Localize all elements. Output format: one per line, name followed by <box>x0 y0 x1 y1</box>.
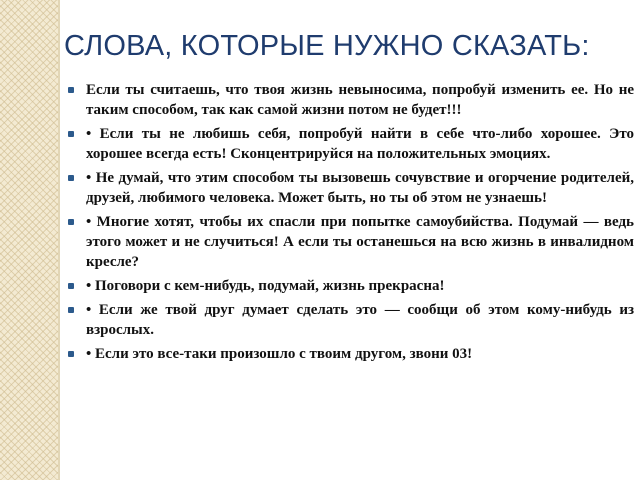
bullet-text: • Если это все-таки произошло с твоим другом, звони 03! <box>86 346 473 362</box>
bullet-text: • Если же твой друг думает сделать это — сообщи об этом кому-нибудь из взрослых. <box>86 302 634 338</box>
bullet-list <box>68 80 634 368</box>
decorative-side-stripe <box>0 0 58 480</box>
bullet-text: • Если ты не любишь себя, попробуй найти в себе что-либо хорошее. Это хорошее всегда есть! Сконцентрируйся на положительных эмоциях. <box>86 126 634 162</box>
bullet-text: • Не думай, что этим способом ты вызовешь сочувствие и огорчение родителей, друзей, любимого человека. Может быть, но ты об этом не узнаешь! <box>86 170 634 206</box>
slide-title: СЛОВА, КОТОРЫЕ НУЖНО СКАЗАТЬ: <box>64 30 590 62</box>
bullet-square-icon <box>68 131 74 137</box>
bullet-item <box>68 124 634 164</box>
bullet-item <box>68 300 634 340</box>
bullet-square-icon <box>68 307 74 313</box>
bullet-item <box>68 276 634 296</box>
bullet-item <box>68 168 634 208</box>
bullet-square-icon <box>68 87 74 93</box>
bullet-text: • Поговори с кем-нибудь, подумай, жизнь прекрасна! <box>86 278 445 294</box>
bullet-square-icon <box>68 283 74 289</box>
bullet-item <box>68 344 634 364</box>
bullet-square-icon <box>68 351 74 357</box>
bullet-item <box>68 80 634 120</box>
side-stripe-edge <box>58 0 60 480</box>
bullet-square-icon <box>68 175 74 181</box>
bullet-item <box>68 212 634 272</box>
bullet-text: Если ты считаешь, что твоя жизнь невыносима, попробуй изменить ее. Но не таким способом, так как самой жизни потом не будет!!! <box>86 82 634 118</box>
bullet-text: • Многие хотят, чтобы их спасли при попытке самоубийства. Подумай — ведь этого может и не случиться! А если ты останешься на всю жизнь в инвалидном кресле? <box>86 214 634 270</box>
bullet-square-icon <box>68 219 74 225</box>
